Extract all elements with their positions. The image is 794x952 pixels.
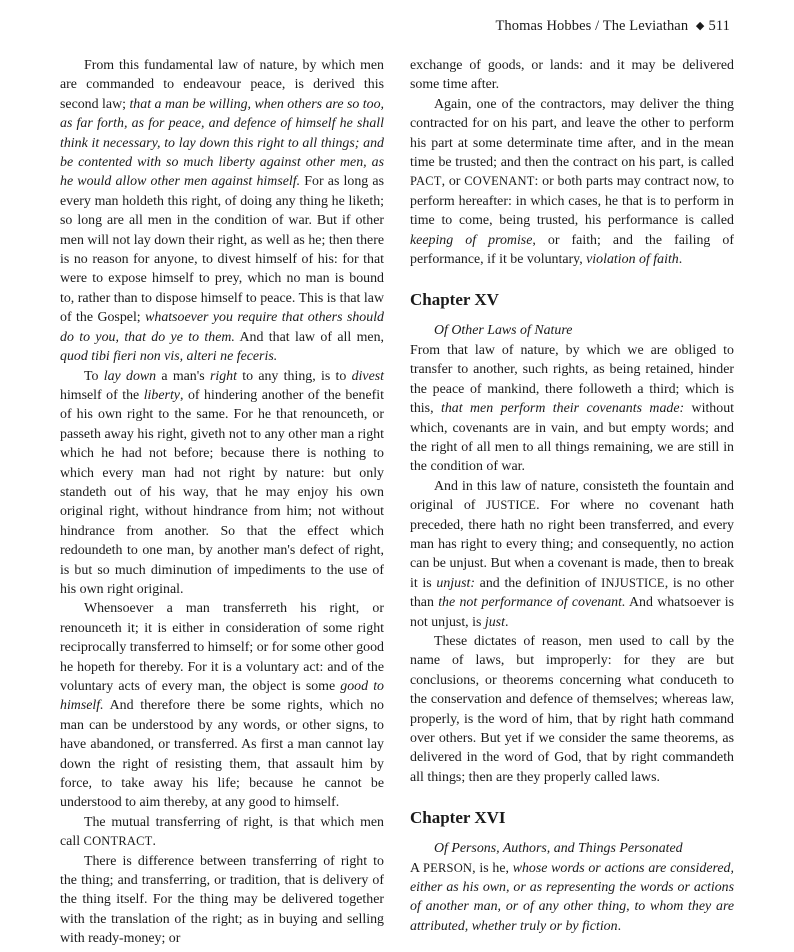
chapter-xvi-heading: Chapter XVI — [410, 808, 506, 828]
right-column — [410, 56, 734, 936]
running-header — [495, 18, 730, 35]
page-number: 511 — [708, 18, 730, 34]
paragraph-lay-down-right: To lay down a man's right to any thing, is to divest himself of the liberty, of hindering another of the benefit of his own right to the same. For he that renounceth, or passeth away his right, giveth not to any other man a right which he had not before; because there is nothing to which every man had not right by nature: but only standeth out of his way, that he may enjoy his own original right, without hindrance from him; not without hindrance from another. So that the effect which redoundeth to one man, by another man's defect of right, is but so much diminution of impediments to the use of his own right original. — [60, 368, 384, 597]
paragraph-justice: And in this law of nature, consisteth the fountain and original of JUSTICE. For where no covenant hath preceded, there hath no right been transferred, and every man has right to every thing; and consequently, no action can be unjust. But when a covenant is made, then to break it is unjust: and the definition of INJUSTICE, is no other than the not performance of covenant. And whatsoever is not unjust, is just. — [410, 478, 734, 630]
diamond-icon: ◆ — [695, 20, 705, 32]
paragraph-pact-covenant: Again, one of the contractors, may deliver the thing contracted for on his part, and leave the other to perform his part at some determinate time after, and in the mean time be trusted; and then the contract on his part, is called PACT, or COVENANT: or both parts may contract now, to perform hereafter: in which cases, he that is to perform in time to come, being trusted, his performance is called keeping of promise, or faith; and the failing of performance, if it be voluntary, violation of faith. — [410, 96, 734, 268]
paragraph-continuation: exchange of goods, or lands: and it may be delivered some time after. — [410, 58, 734, 93]
paragraph-contract: The mutual transferring of right, is that which men call CONTRACT. — [60, 814, 384, 850]
left-column — [60, 56, 384, 949]
paragraph-dictates-of-reason: These dictates of reason, men used to call by the name of laws, but improperly: for they are but conclusions, or theorems concerning what conduceth to the conservation and defence of themselves; whereas law, properly, is the word of him, that by right hath command over others. But yet if we consider the same theorems, as delivered in the word of God, that by right commandeth all things; then are they properly called laws. — [410, 633, 734, 785]
paragraph-difference: There is difference between transferring of right to the thing; and transferring, or tradition, that is delivery of the thing itself. For the thing may be delivered together with the translation of the right; as in buying and selling with ready-money; or — [60, 853, 384, 947]
paragraph-third-law: From that law of nature, by which we are obliged to transfer to another, such rights, as being retained, hinder the peace of mankind, there followeth a third; which is this, that men perform their covenants made: without which, covenants are in vain, and but empty words; and the right of all men to all things remaining, we are still in the condition of war. — [410, 342, 734, 475]
header-title: The Leviathan — [602, 18, 689, 34]
paragraph-second-law: From this fundamental law of nature, by which men are commanded to endeavour peace, is derived this second law; that a man be willing, when others are so too, as far forth, as for peace, and defence of himself he shall think it necessary, to lay down this right to all things; and be contented with so much liberty against other men, as he would allow other men against himself. For as long as every man holdeth this right, of doing any thing he liketh; so long are all men in the condition of war. But if other men will not lay down their right, as well as he; then there is no reason for anyone, to divest himself of his: for that were to expose himself to prey, which no man is bound to, rather than to dispose himself to peace. This is that law of the Gospel; whatsoever you require that others should do to you, that do ye to them. And that law of all men, quod tibi fieri non vis, alteri ne feceris. — [60, 58, 385, 365]
paragraph-transferring-right: Whensoever a man transferreth his right, or renounceth it; it is either in consideration of some right reciprocally transferred to himself; or for some other good he hopeth for thereby. For it is a voluntary act: and of the voluntary acts of every man, the object is some good to himself. And therefore there be some rights, which no man can be understood by any words, or other signs, to have abandoned, or transferred. As first a man cannot lay down the right of resisting them, that assault him by force, to take away his life; because he cannot be understood to aim thereby, at any good to himself. — [60, 601, 385, 811]
chapter-xv-heading: Chapter XV — [410, 290, 499, 310]
chapter-xvi-subtitle: Of Persons, Authors, and Things Personated — [434, 841, 683, 857]
chapter-xv-subtitle: Of Other Laws of Nature — [434, 323, 573, 339]
header-separator: / — [595, 18, 600, 34]
header-author: Thomas Hobbes — [495, 18, 592, 34]
paragraph-person: A PERSON, is he, whose words or actions are considered, either as his own, or as representing the words or actions of another man, or of any other thing, to whom they are attributed, whether truly or by fiction. — [410, 860, 734, 934]
